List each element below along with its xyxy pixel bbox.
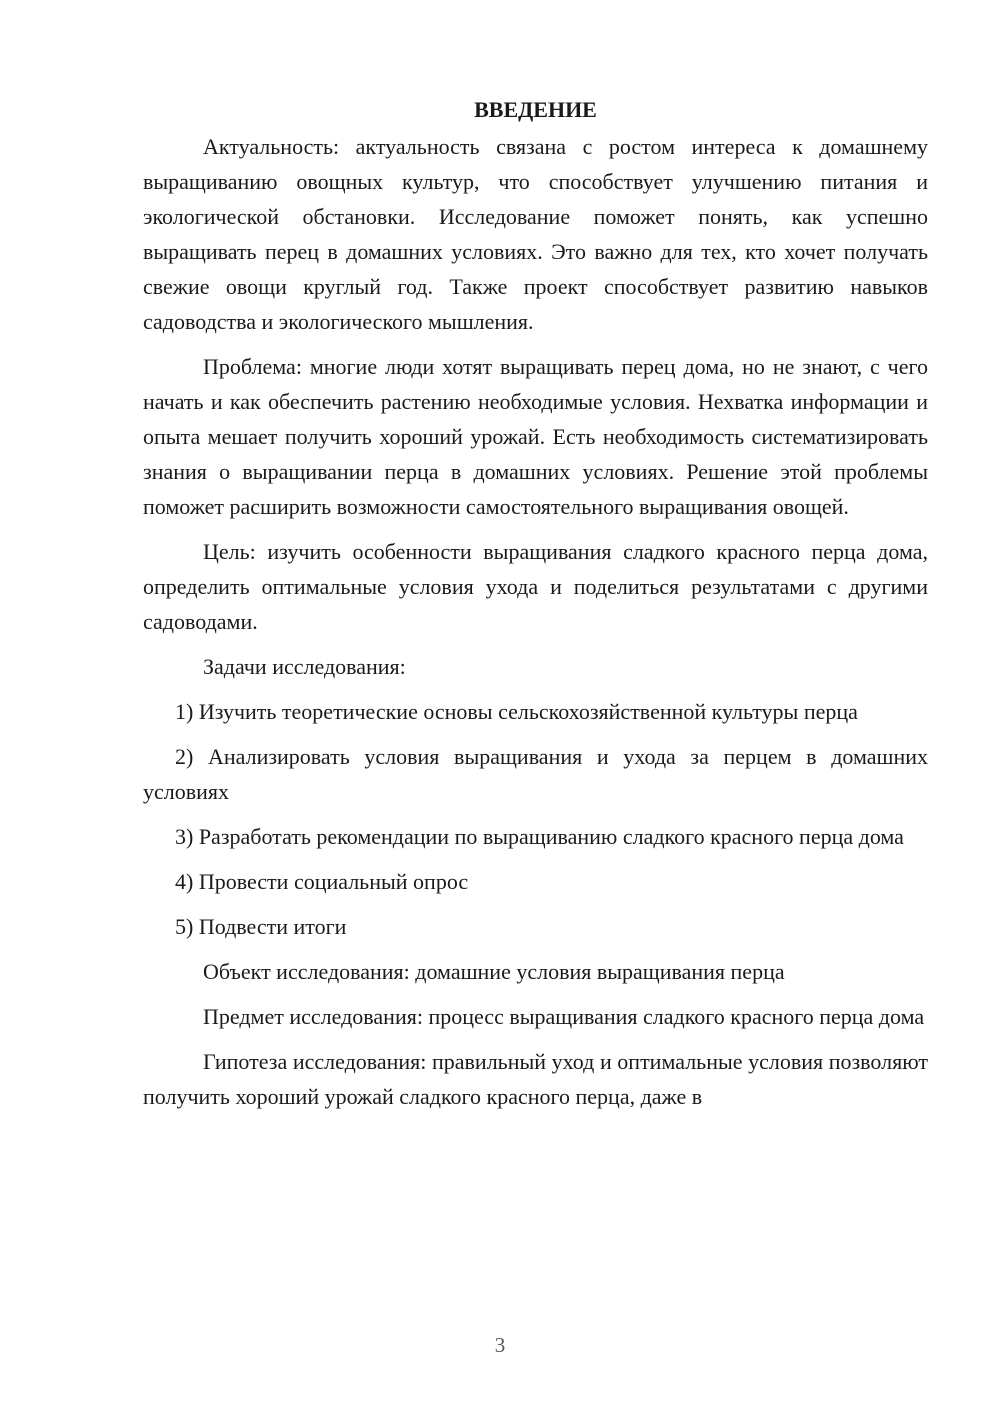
task-item-2: 2) Анализировать условия выращивания и ухода за перцем в домашних условиях (143, 744, 928, 804)
paragraph-problem: Проблема: многие люди хотят выращивать перец дома, но не знают, с чего начать и как обеспечить растению необходимые условия. Нехватка информации и опыта мешает получить хороший урожай. Есть необходимость систематизировать знания о выращивании перца в домашних условиях. Решение этой проблемы поможет расширить возможности самостоятельного выращивания овощей. (143, 354, 928, 519)
paragraph-hypothesis: Гипотеза исследования: правильный уход и оптимальные условия позволяют получить хороший урожай сладкого красного перца, даже в (143, 1049, 928, 1109)
paragraph-object: Объект исследования: домашние условия выращивания перца (203, 959, 785, 984)
paragraph-tasks-heading: Задачи исследования: (203, 654, 406, 679)
task-item-4: 4) Провести социальный опрос (175, 869, 469, 894)
task-item-3: 3) Разработать рекомендации по выращиванию сладкого красного перца дома (175, 824, 904, 849)
page-number: 3 (494, 1333, 506, 1357)
section-title: ВВЕДЕНИЕ (474, 97, 597, 122)
task-item-5: 5) Подвести итоги (175, 914, 347, 939)
paragraph-goal: Цель: изучить особенности выращивания сладкого красного перца дома, определить оптимальные условия ухода и поделиться результатами с другими садоводами. (143, 539, 928, 634)
paragraph-relevance: Актуальность: актуальность связана с ростом интереса к домашнему выращиванию овощных культур, что способствует улучшению питания и экологической обстановки. Исследование поможет понять, как успешно выращивать перец в домашних условиях. Это важно для тех, кто хочет получать свежие овощи круглый год. Также проект способствует развитию навыков садоводства и экологического мышления. (143, 134, 928, 334)
task-item-1: 1) Изучить теоретические основы сельскохозяйственной культуры перца (175, 699, 858, 724)
paragraph-subject: Предмет исследования: процесс выращивания сладкого красного перца дома (203, 1004, 925, 1029)
document-page (143, 92, 928, 1124)
